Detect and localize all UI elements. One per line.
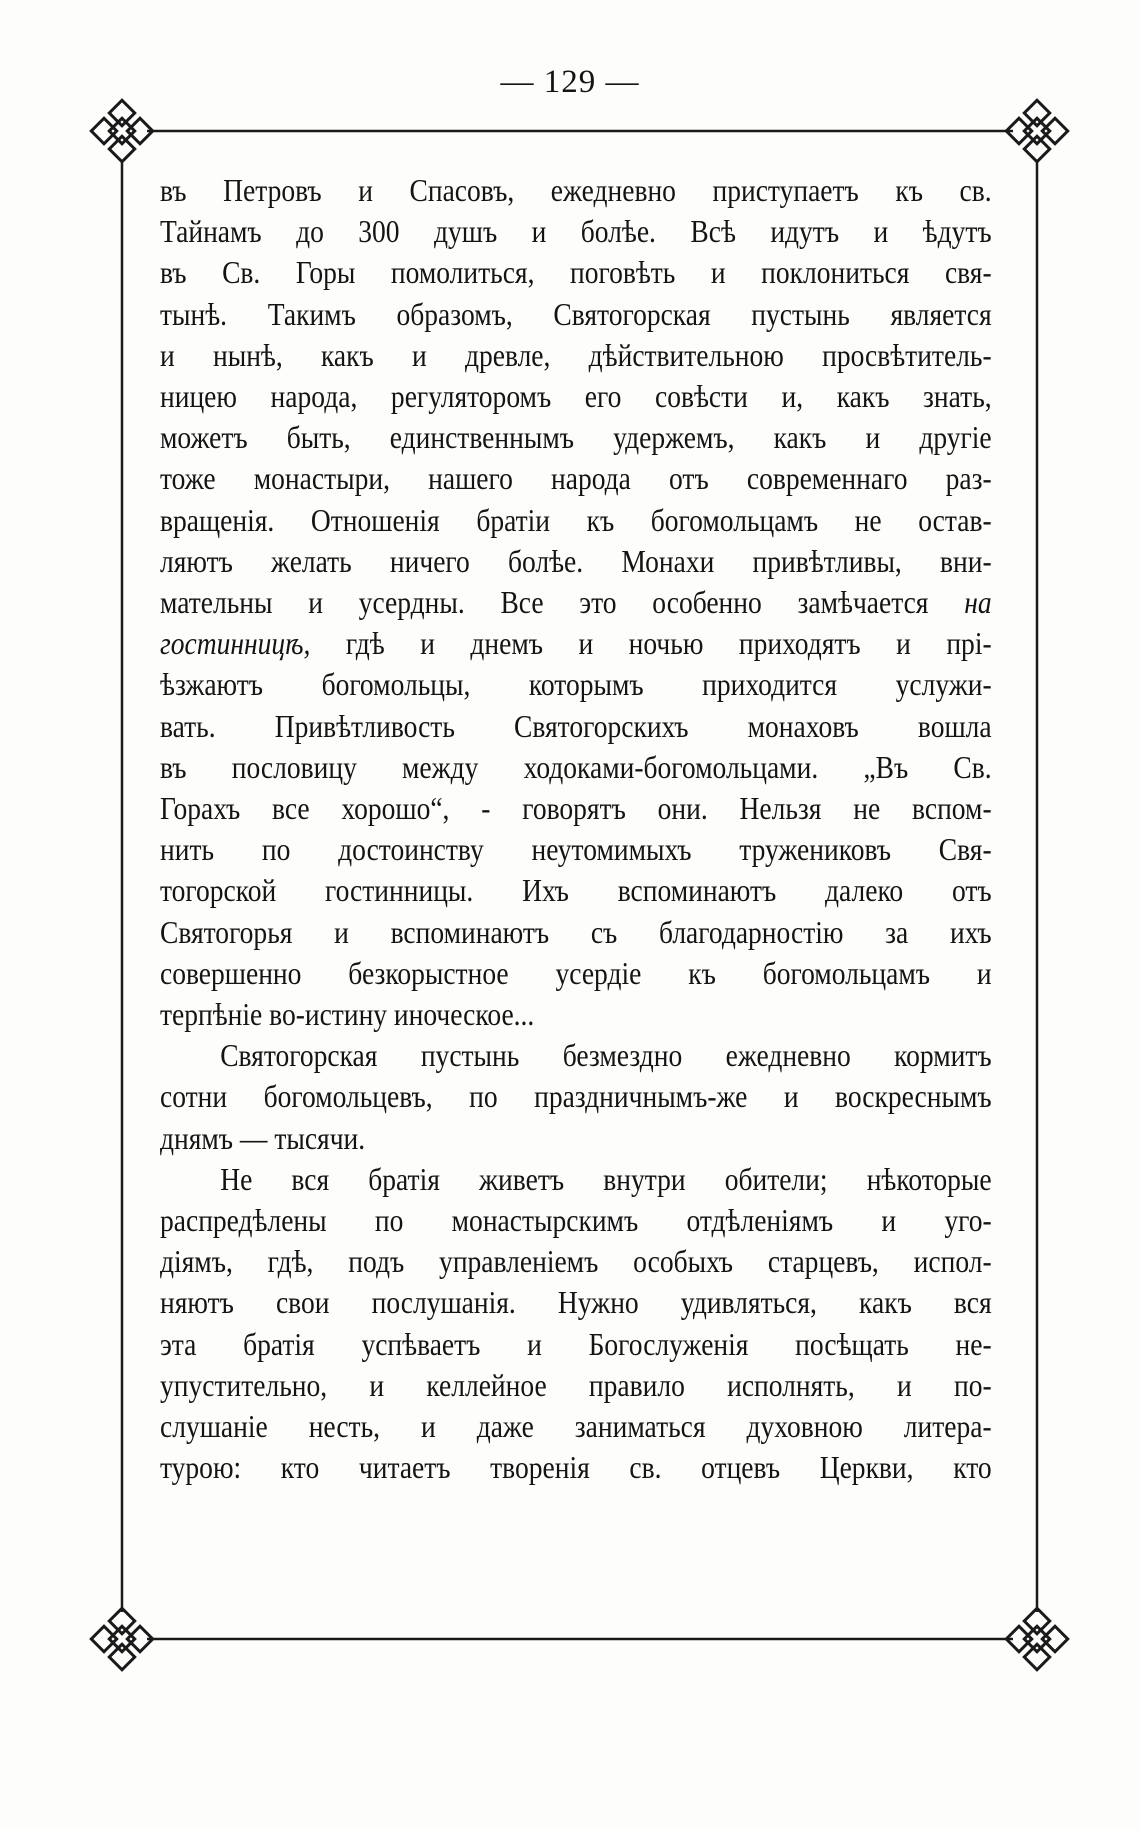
text-line: и нынѣ, какъ и древле, дѣйствительною просвѣтитель- <box>160 336 992 373</box>
text-line: тоже монастыри, нашего народа отъ современнаго раз- <box>160 460 992 497</box>
italic-text: гостинницѣ, <box>160 625 311 662</box>
corner-ornament-bottom-right <box>1006 1608 1067 1669</box>
italic-text: на <box>964 584 992 621</box>
text-line: упустительно, и келлейное правило исполнять, и по- <box>160 1366 992 1403</box>
text-line: въ Св. Горы помолиться, поговѣть и поклониться свя- <box>160 254 992 291</box>
text-line: въ Петровъ и Спасовъ, ежедневно приступаетъ къ св. <box>160 172 992 208</box>
text-line: Горахъ все хорошо“, - говорятъ они. Нельзя не вспом- <box>160 790 992 827</box>
text-line: днямъ — тысячи. <box>160 1119 366 1156</box>
text-line <box>160 623 992 664</box>
corner-ornament-bottom-left <box>91 1608 152 1669</box>
text-line: тогорской гостинницы. Ихъ вспоминаютъ далеко отъ <box>160 872 992 909</box>
text-line: турою: кто читаетъ творенія св. отцевъ Церкви, кто <box>160 1449 992 1486</box>
text-line: эта братія успѣваетъ и Богослуженія посѣщать не- <box>160 1325 992 1362</box>
page-text <box>160 170 992 1489</box>
text-line: сотни богомольцевъ, по праздничнымъ-же и воскреснымъ <box>160 1078 992 1115</box>
text-line <box>160 582 992 623</box>
text-line: діямъ, гдѣ, подъ управленіемъ особыхъ старцевъ, испол- <box>160 1243 992 1280</box>
text-line: слушаніе несть, и даже заниматься духовною литера- <box>160 1408 992 1445</box>
text-line: въ пословицу между ходоками-богомольцами. „Въ Св. <box>160 748 992 785</box>
text-line: ѣзжаютъ богомольцы, которымъ приходится услужи- <box>160 666 992 703</box>
text-line: распредѣлены по монастырскимъ отдѣленіямъ и уго- <box>160 1202 992 1239</box>
text-line: Не вся братія живетъ внутри обители; нѣкоторые <box>220 1160 992 1197</box>
corner-ornament-top-right <box>1006 100 1067 161</box>
corner-ornament-top-left <box>91 100 152 161</box>
text-line: няютъ свои послушанія. Нужно удивляться, какъ вся <box>160 1284 992 1321</box>
text-line: совершенно безкорыстное усердіе къ богомольцамъ и <box>160 954 992 991</box>
text-line: Святогорья и вспоминаютъ съ благодарностію за ихъ <box>160 913 992 950</box>
text-line: нить по достоинству неутомимыхъ тружениковъ Свя- <box>160 831 992 868</box>
text-segment: мательны и усердны. Все это особенно замѣчается <box>160 584 929 621</box>
page-number: — 129 — <box>500 64 640 100</box>
text-line: Тайнамъ до 300 душъ и болѣе. Всѣ идутъ и ѣдутъ <box>160 213 992 250</box>
text-line: вращенія. Отношенія братіи къ богомольцамъ не остав- <box>160 501 992 538</box>
text-line: можетъ быть, единственнымъ удержемъ, какъ и другіе <box>160 419 992 456</box>
text-line: ницею народа, регуляторомъ его совѣсти и, какъ знать, <box>160 378 992 415</box>
text-line: Святогорская пустынь безмездно ежедневно кормитъ <box>220 1037 992 1074</box>
text-line: терпѣніе во-истину иноческое... <box>160 996 535 1033</box>
text-line: вать. Привѣтливость Святогорскихъ монаховъ вошла <box>160 707 992 744</box>
text-line: тынѣ. Такимъ образомъ, Святогорская пустынь является <box>160 295 992 332</box>
text-line: ляютъ желать ничего болѣе. Монахи привѣтливы, вни- <box>160 542 992 579</box>
text-segment: гдѣ и днемъ и ночью приходятъ и прі- <box>345 625 992 662</box>
